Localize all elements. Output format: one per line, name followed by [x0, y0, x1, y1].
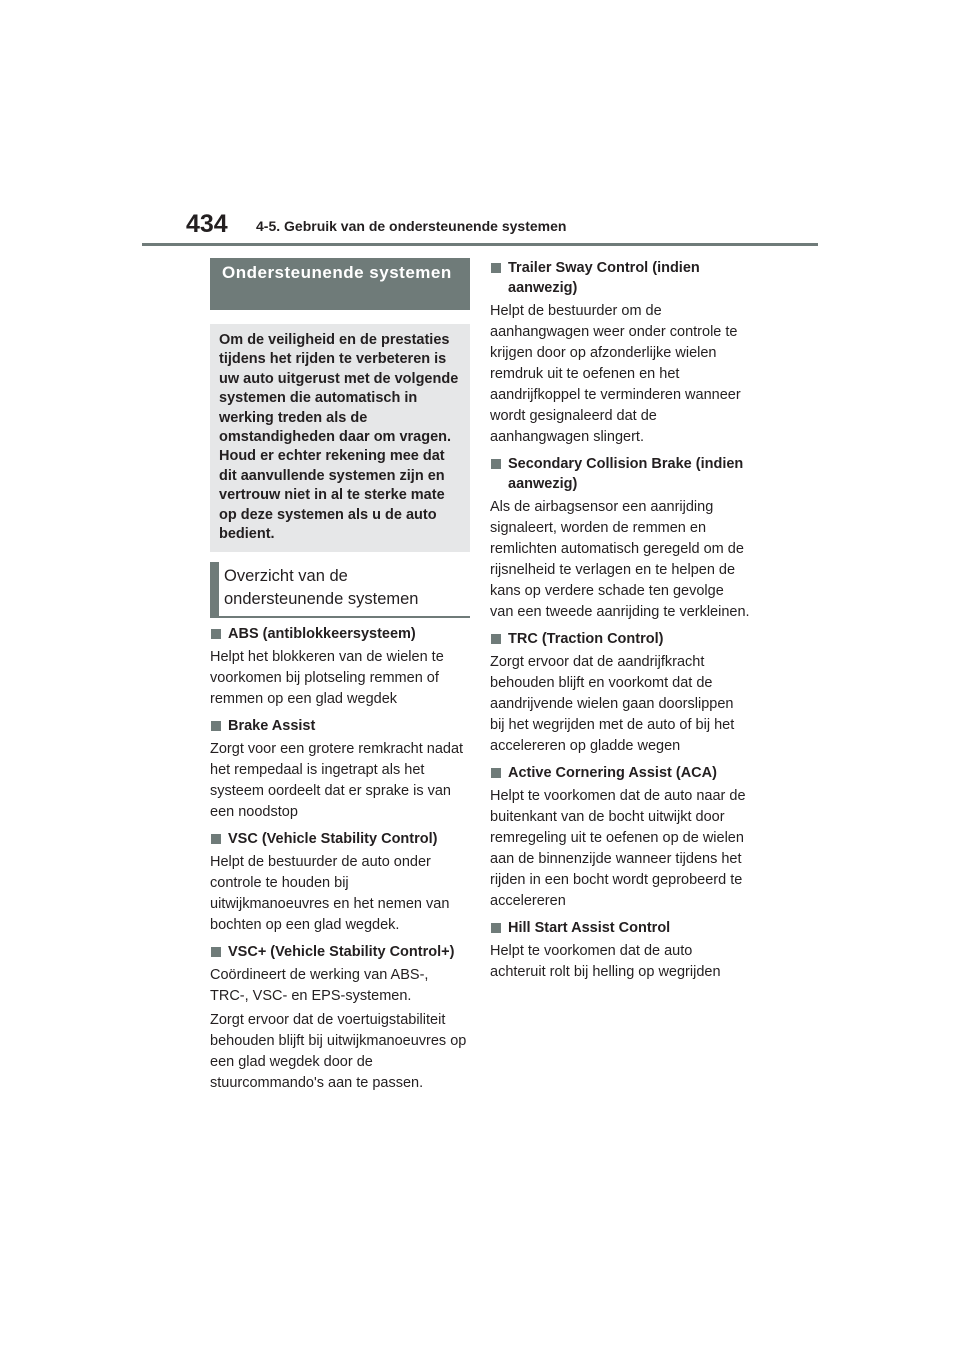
- item-paragraph: Helpt het blokkeren van de wielen te voorkomen bij plotseling remmen of remmen op een glad wegdek: [210, 649, 444, 708]
- item-body: [490, 941, 750, 983]
- intro-text: Om de veiligheid en de prestaties tijdens het rijden te verbeteren is uw auto uitgerust met de volgende systemen die automatisch in werking treden als de omstandigheden daar om vragen. Houd er echter rekening mee dat dit aanvullende systemen zijn en vertrouw niet in al te sterke mate op deze systemen als u de auto bedient.: [210, 324, 470, 552]
- item-body: [490, 497, 750, 623]
- square-bullet-icon: [491, 634, 501, 644]
- item-title-text: Active Cornering Assist (ACA): [508, 765, 717, 781]
- square-bullet-icon: [211, 947, 221, 957]
- item-paragraph: Als de airbagsensor een aanrijding signaleert, worden de remmen en remlichten automatisch geregeld om de rijsnelheid te verlagen en te helpen de kans op verdere schade ten gevolge van een tweede aanrijding te verkleinen.: [490, 499, 750, 620]
- item-title-text: Brake Assist: [228, 718, 316, 735]
- square-bullet-icon: [491, 923, 501, 933]
- square-bullet-icon: [491, 768, 501, 778]
- item-paragraph: Helpt te voorkomen dat de auto achteruit rolt bij helling op wegrijden: [490, 943, 721, 980]
- item-paragraph: Helpt de bestuurder de auto onder controle te houden bij uitwijkmanoeuvres en het nemen van bochten op een glad wegdek.: [210, 854, 450, 934]
- sub-heading: Overzicht van de ondersteunende systemen: [210, 562, 470, 618]
- square-bullet-icon: [491, 263, 501, 273]
- item-body: [490, 301, 750, 448]
- item-paragraph: Helpt te voorkomen dat de auto naar de buitenkant van de bocht uitwijkt door remregeling uit te oefenen op de wielen aan de binnenzijde wanneer tijdens het rijden in een bocht wordt geprobeerd te accelereren: [490, 788, 746, 909]
- item-body: [210, 965, 470, 1094]
- item-title: [210, 942, 470, 962]
- item-body: [210, 739, 470, 823]
- left-column: [210, 258, 470, 1094]
- square-bullet-icon: [491, 459, 501, 469]
- section-title: Ondersteunende systemen: [210, 258, 470, 310]
- running-header: 4-5. Gebruik van de ondersteunende systemen: [256, 218, 567, 234]
- item-title: [490, 918, 750, 938]
- item-title-text: VSC+ (Vehicle Stability Control+): [228, 944, 455, 961]
- item-paragraph: Coördineert de werking van ABS-, TRC-, VSC- en EPS-systemen.: [210, 967, 429, 1005]
- item-title: [210, 716, 470, 736]
- square-bullet-icon: [211, 629, 221, 639]
- item-title: [490, 454, 750, 494]
- square-bullet-icon: [211, 834, 221, 844]
- item-title: [210, 829, 470, 849]
- square-bullet-icon: [211, 721, 221, 731]
- item-paragraph: Helpt de bestuurder om de aanhangwagen weer onder controle te krijgen door op afzonderlijke wielen remdruk uit te oefenen en het aandrijfkoppel te verminderen wanneer wordt gesignaleerd dat de aanhangwagen slingert.: [490, 303, 741, 445]
- item-body: [490, 786, 750, 912]
- item-paragraph: Zorgt voor een grotere remkracht nadat het rempedaal is ingetrapt als het systeem oordeelt dat er sprake is van een noodstop: [210, 741, 464, 821]
- item-title: [490, 763, 750, 783]
- item-title-text: Secondary Collision Brake (indien aanwezig): [508, 456, 744, 492]
- item-title: [490, 258, 750, 298]
- item-title-text: Hill Start Assist Control: [508, 920, 671, 936]
- item-title: [210, 624, 470, 644]
- item-title-text: TRC (Traction Control): [508, 631, 664, 647]
- right-items-list: [490, 258, 750, 983]
- item-title-text: Trailer Sway Control (indien aanwezig): [508, 260, 700, 296]
- item-title-text: VSC (Vehicle Stability Control): [228, 831, 438, 848]
- left-items-list: [210, 624, 470, 1094]
- item-paragraph: Zorgt ervoor dat de aandrijfkracht behouden blijft en voorkomt dat de aandrijvende wielen gaan doorslippen bij het wegrijden met de auto of bij het accelereren op gladde wegen: [490, 654, 735, 754]
- item-body: [210, 852, 470, 936]
- item-body: [490, 652, 750, 757]
- item-body: [210, 647, 470, 710]
- page-number: 434: [186, 210, 228, 238]
- item-title: [490, 629, 750, 649]
- right-column: [490, 258, 750, 983]
- item-title-text: ABS (antiblokkeersysteem): [228, 626, 416, 643]
- header-rule: [142, 243, 818, 246]
- item-paragraph: Zorgt ervoor dat de voertuigstabiliteit behouden blijft bij uitwijkmanoeuvres op een glad wegdek door de stuurcommando's aan te passen.: [210, 1012, 467, 1092]
